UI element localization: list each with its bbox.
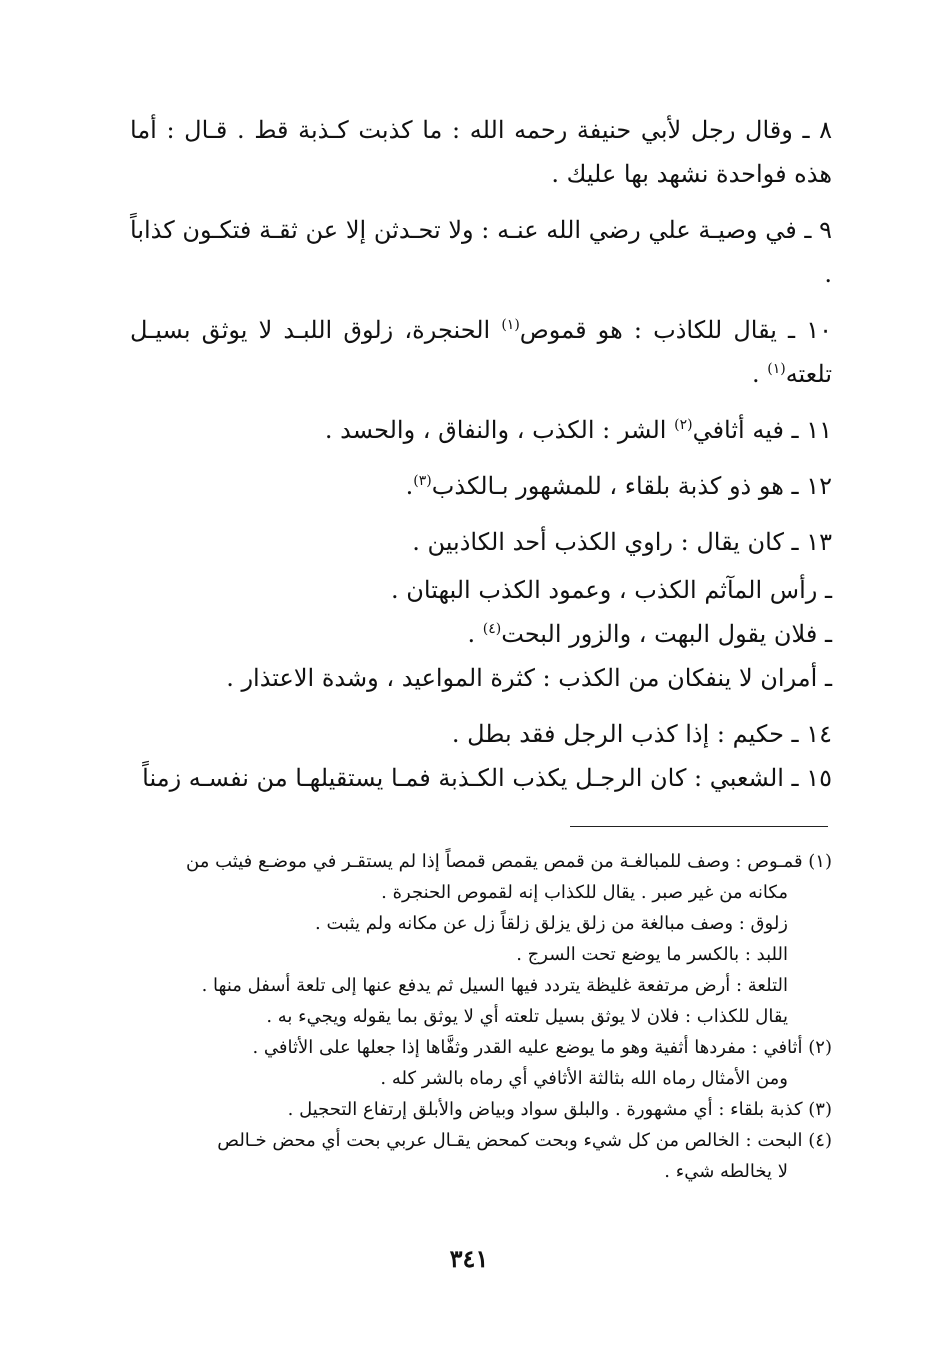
paragraph-text: ١٣ ـ كان يقال : راوي الكذب أحد الكاذبين . xyxy=(412,528,832,556)
paragraph-13 xyxy=(130,520,832,564)
saying-2 xyxy=(130,612,832,656)
paragraph-text: ـ أمران لا ينفكان من الكذب : كثرة المواعيد ، وشدة الاعتذار . xyxy=(226,664,832,692)
page-number: ٣٤١ xyxy=(449,1244,489,1273)
paragraph-14 xyxy=(130,712,832,756)
footnote-divider xyxy=(570,826,828,827)
paragraph-text: ١٥ ـ الشعبي : كان الرجـل يكذب الكـذبة فمـا يستقيلهـا من نفسـه زمناً xyxy=(142,764,832,792)
paragraph-11 xyxy=(130,408,832,452)
footnote-text: (٤) البحت : الخالص من كل شيء وبحت كمحض يقـال عربي بحت أي محض خـالص xyxy=(217,1130,832,1151)
footnote-2 xyxy=(130,1032,832,1094)
paragraph-text: ـ رأس المآثم الكذب ، وعمود الكذب البهتان . xyxy=(391,576,832,604)
paragraph-text: . xyxy=(751,360,768,388)
footnote-ref[interactable]: (١) xyxy=(501,317,520,333)
main-text xyxy=(130,108,832,800)
footnote-1-libd xyxy=(130,939,832,970)
paragraph-text: ٨ ـ وقال رجل لأبي حنيفة رحمه الله : ما كذبت كـذبة قط . قـال : أما هذه فواحدة نشهد بها عليك . xyxy=(130,116,832,188)
footnote-continuation: لا يخالطه شيء . xyxy=(664,1161,788,1182)
paragraph-text: ٩ ـ في وصيـة علي رضي الله عنـه : ولا تحـدثن إلا عن ثقـة فتكـون كذاباً . xyxy=(130,216,833,288)
footnote-1 xyxy=(130,846,832,908)
footnote-text: زلوق : وصف مبالغة من زلق يزلق زلقاً زل عن مكانه ولم يثبت . xyxy=(315,913,788,934)
footnotes xyxy=(130,846,832,1187)
paragraph-8 xyxy=(130,108,832,196)
paragraph-text: الحنجرة، زلوق اللبـد لا يوثق بسيـل تلعته xyxy=(130,316,832,388)
paragraph-10 xyxy=(130,308,832,396)
footnote-continuation: مكانه من غير صبر . يقال للكذاب إنه لقموص الحنجرة . xyxy=(381,882,788,903)
footnote-1-tal-a xyxy=(130,970,832,1001)
saying-1 xyxy=(130,568,832,612)
paragraph-text: . xyxy=(467,620,483,648)
footnote-ref[interactable]: (٤) xyxy=(482,621,502,637)
footnote-ref[interactable]: (١) xyxy=(767,361,786,377)
paragraph-text: الشر : الكذب ، والنفاق ، والحسد . xyxy=(324,416,675,444)
paragraph-12 xyxy=(130,464,832,508)
footnote-4 xyxy=(130,1125,832,1187)
footnote-text: (٣) كذبة بلقاء : أي مشهورة . والبلق سواد وبياض والأبلق إرتفاع التحجيل . xyxy=(287,1099,832,1120)
footnote-text: التلعة : أرض مرتفعة غليظة يتردد فيها السيل ثم يدفع عنها إلى تلعة أسفل منها . xyxy=(201,975,788,996)
paragraph-text: ١١ ـ فيه أثافي xyxy=(692,416,832,444)
footnote-text: اللبد : بالكسر ما يوضع تحت السرج . xyxy=(516,944,788,965)
paragraph-text: ١٠ ـ يقال للكاذب : هو قموص xyxy=(519,316,832,344)
footnote-1-zaluq xyxy=(130,908,832,939)
paragraph-15 xyxy=(130,756,832,800)
footnote-1-saying xyxy=(130,1001,832,1032)
paragraph-9 xyxy=(130,208,832,296)
paragraph-text: . xyxy=(405,472,414,500)
paragraph-text: ١٤ ـ حكيم : إذا كذب الرجل فقد بطل . xyxy=(451,720,832,748)
footnote-3 xyxy=(130,1094,832,1125)
footnote-ref[interactable]: (٢) xyxy=(674,417,693,433)
footnote-text: يقال للكذاب : فلان لا يوثق بسيل تلعته أي لا يوثق بما يقوله ويجيء به . xyxy=(266,1006,788,1027)
footnote-ref[interactable]: (٣) xyxy=(413,473,432,489)
footnote-text: (٢) أثافي : مفردها أثفية وهو ما يوضع عليه القدر وثفَّاها إذا جعلها على الأثافي . xyxy=(252,1037,832,1058)
footnote-text: (١) قمـوص : وصف للمبالغـة من قمص يقمص قمصاً إذا لم يستقـر في موضـع فيثب من xyxy=(186,851,832,872)
saying-3 xyxy=(130,656,832,700)
paragraph-text: ـ فلان يقول البهت ، والزور البحت xyxy=(501,620,832,648)
paragraph-text: ١٢ ـ هو ذو كذبة بلقاء ، للمشهور بـالكذب xyxy=(431,472,832,500)
footnote-continuation: ومن الأمثال رماه الله بثالثة الأثافي أي رماه بالشر كله . xyxy=(380,1068,788,1089)
